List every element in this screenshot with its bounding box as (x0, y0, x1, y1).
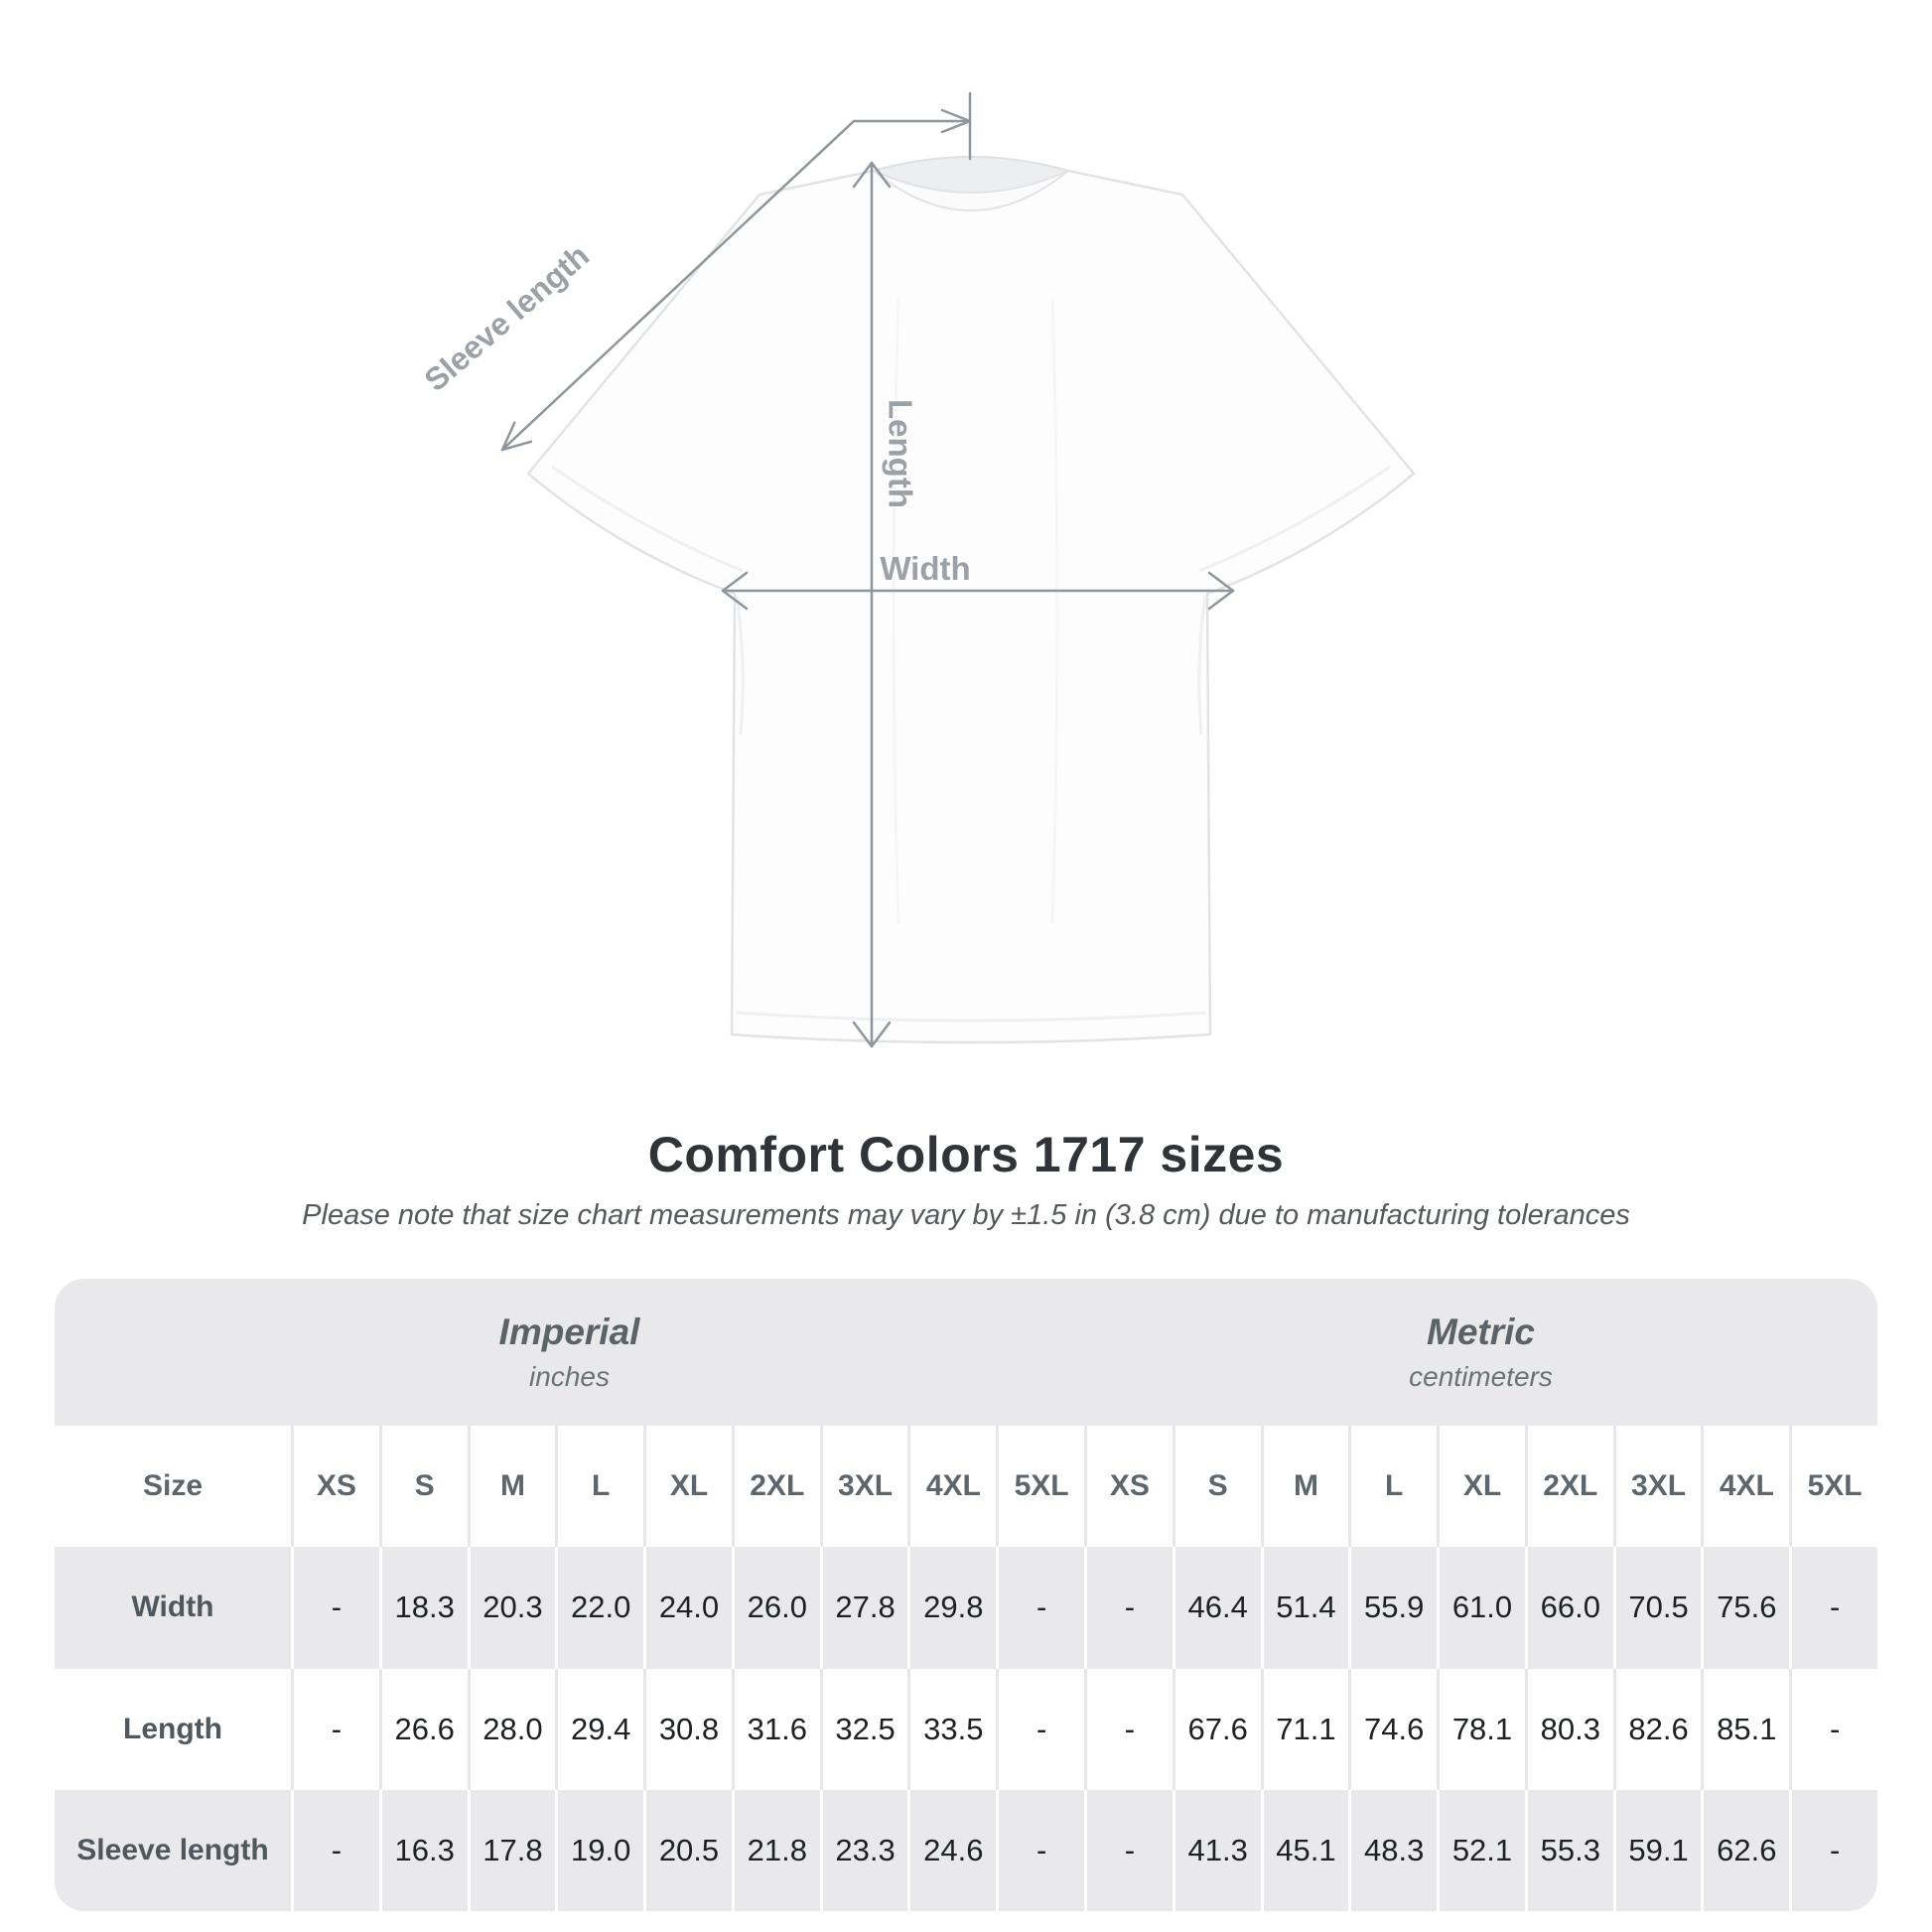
size-header-cell: 5XL (1789, 1426, 1877, 1547)
value-cell: 41.3 (1173, 1790, 1261, 1911)
imperial-unit-header (55, 1279, 1084, 1426)
imperial-unit: inches (529, 1361, 610, 1392)
value-cell: 55.9 (1348, 1547, 1437, 1668)
value-cell: 61.0 (1437, 1547, 1525, 1668)
value-cell: 18.3 (379, 1547, 468, 1668)
value-cell: 26.6 (379, 1669, 468, 1790)
value-cell: - (1789, 1669, 1877, 1790)
value-cell: - (291, 1790, 379, 1911)
value-cell: 74.6 (1348, 1669, 1437, 1790)
value-cell: - (1789, 1790, 1877, 1911)
size-header-cell: XL (643, 1426, 732, 1547)
value-cell: - (1084, 1547, 1173, 1668)
value-cell: 28.0 (468, 1669, 556, 1790)
value-cell: 23.3 (820, 1790, 908, 1911)
value-cell: - (291, 1547, 379, 1668)
value-cell: 20.3 (468, 1547, 556, 1668)
value-cell: 75.6 (1701, 1547, 1789, 1668)
size-header-cell: 2XL (732, 1426, 820, 1547)
size-header-cell: 4XL (907, 1426, 996, 1547)
value-cell: 33.5 (907, 1669, 996, 1790)
size-header-cell: 3XL (820, 1426, 908, 1547)
size-header-cell: S (379, 1426, 468, 1547)
value-cell: - (1084, 1669, 1173, 1790)
sleeve-length-label: Sleeve length (417, 237, 597, 399)
value-cell: 32.5 (820, 1669, 908, 1790)
value-cell: 31.6 (732, 1669, 820, 1790)
value-cell: 45.1 (1261, 1790, 1349, 1911)
size-header-cell: XS (291, 1426, 379, 1547)
value-cell: 26.0 (732, 1547, 820, 1668)
value-cell: 52.1 (1437, 1790, 1525, 1911)
value-cell: 70.5 (1613, 1547, 1702, 1668)
tshirt-body (528, 158, 1414, 1042)
row-label-sleeve-length: Sleeve length (55, 1790, 291, 1911)
value-cell: 59.1 (1613, 1790, 1702, 1911)
value-cell: 78.1 (1437, 1669, 1525, 1790)
size-header-cell: L (555, 1426, 643, 1547)
metric-unit-header (1084, 1279, 1877, 1426)
value-cell: - (996, 1790, 1084, 1911)
value-cell: 62.6 (1701, 1790, 1789, 1911)
size-header-cell: 2XL (1525, 1426, 1613, 1547)
size-header-cell: S (1173, 1426, 1261, 1547)
value-cell: - (291, 1669, 379, 1790)
row-label-length: Length (55, 1669, 291, 1790)
page-title: Comfort Colors 1717 sizes (647, 1127, 1285, 1182)
value-cell: 29.8 (907, 1547, 996, 1668)
value-cell: 19.0 (555, 1790, 643, 1911)
value-cell: - (1789, 1547, 1877, 1668)
size-header-cell: M (1261, 1426, 1349, 1547)
value-cell: 24.6 (907, 1790, 996, 1911)
value-cell: 21.8 (732, 1790, 820, 1911)
size-header-cell: XL (1437, 1426, 1525, 1547)
value-cell: 71.1 (1261, 1669, 1349, 1790)
value-cell: 27.8 (820, 1547, 908, 1668)
value-cell: - (996, 1669, 1084, 1790)
imperial-label: Imperial (498, 1311, 640, 1352)
size-header-cell: 3XL (1613, 1426, 1702, 1547)
value-cell: 48.3 (1348, 1790, 1437, 1911)
length-label: Length (882, 399, 919, 508)
size-header-cell: 4XL (1701, 1426, 1789, 1547)
value-cell: 22.0 (555, 1547, 643, 1668)
metric-label: Metric (1427, 1311, 1535, 1352)
size-column-header: Size (55, 1426, 291, 1547)
value-cell: 46.4 (1173, 1547, 1261, 1668)
value-cell: 55.3 (1525, 1790, 1613, 1911)
metric-unit: centimeters (1409, 1361, 1553, 1392)
value-cell: 29.4 (555, 1669, 643, 1790)
size-header-cell: M (468, 1426, 556, 1547)
width-label: Width (880, 550, 971, 587)
size-header-cell: L (1348, 1426, 1437, 1547)
value-cell: 24.0 (643, 1547, 732, 1668)
value-cell: 66.0 (1525, 1547, 1613, 1668)
size-header-cell: 5XL (996, 1426, 1084, 1547)
row-label-width: Width (55, 1547, 291, 1668)
value-cell: - (996, 1547, 1084, 1668)
value-cell: 16.3 (379, 1790, 468, 1911)
tolerance-note: Please note that size chart measurements may vary by ±1.5 in (3.8 cm) due to manufacturing tolerances (302, 1199, 1630, 1231)
value-cell: 20.5 (643, 1790, 732, 1911)
value-cell: 82.6 (1613, 1669, 1702, 1790)
value-cell: - (1084, 1790, 1173, 1911)
value-cell: 85.1 (1701, 1669, 1789, 1790)
value-cell: 30.8 (643, 1669, 732, 1790)
size-table (55, 1279, 1877, 1911)
value-cell: 17.8 (468, 1790, 556, 1911)
size-header-cell: XS (1084, 1426, 1173, 1547)
value-cell: 80.3 (1525, 1669, 1613, 1790)
value-cell: 51.4 (1261, 1547, 1349, 1668)
value-cell: 67.6 (1173, 1669, 1261, 1790)
